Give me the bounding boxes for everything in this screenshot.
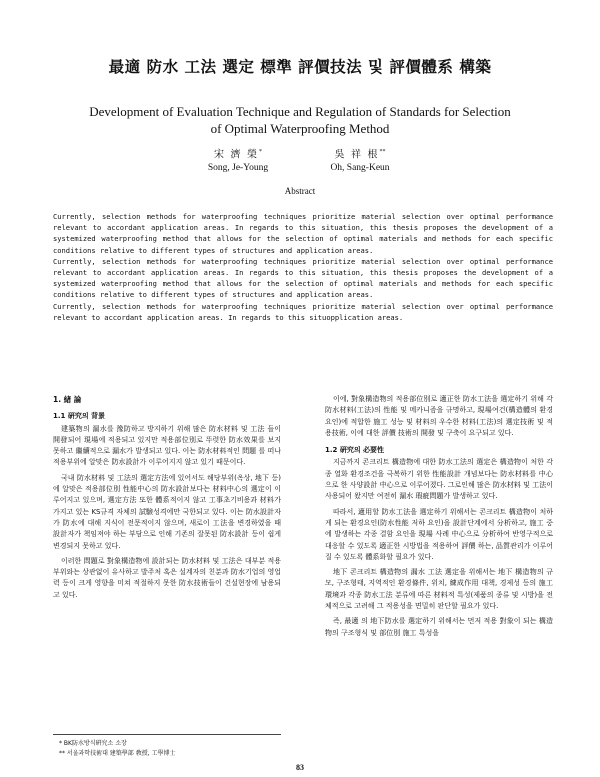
abstract-paragraph: Currently, selection methods for waterproofing techniques prioritize material selection over optimal performance relevant to accordant application areas. In regards to this situopplication areas. bbox=[53, 301, 553, 322]
author-2-name-english: Oh, Sang-Keun bbox=[330, 163, 390, 174]
body-paragraph: 즉, 最適 의 地下防水를 選定하기 위해서는 먼저 적용 對象이 되는 構造物의 구조형식 및 部位別 施工 특성을 bbox=[325, 617, 553, 637]
title-english-line-2: of Optimal Waterproofing Method bbox=[210, 121, 390, 136]
title-english-line-1: Development of Evaluation Technique and Regulation of Standards for Selection bbox=[89, 104, 511, 119]
body-paragraph: 建築物의 漏水를 豫防하고 방지하기 위해 많은 防水材料 및 工法 들이 開發되어 現場에 적용되고 있지만 적용部位別로 뚜렷한 防水效果를 보지 못하고 繼續적으로 漏水가 발생되고 있다. 이는 防水材料적인 問題 를 떠나 적용부위에 알맞은 防水設計가 이루어지지 않고 있기 때문이다. bbox=[53, 424, 281, 467]
author-2-mark: ** bbox=[379, 149, 386, 155]
abstract-heading: Abstract bbox=[284, 186, 316, 196]
footnote-2: ** 서울과학技術대 建築學部 敎授, 工學博士 bbox=[59, 750, 176, 757]
footnotes bbox=[53, 734, 281, 759]
body-paragraph: 이에, 對象構造物의 적용部位別로 適正한 防水工法을 選定하기 위해 각 防水材料(工法)의 性能 및 메카니즘을 규명하고, 現場여건(構造體의 환경요인)에 적합한 施工 성능 및 材料의 우수한 材料(工法)의 選定技術 및 적용技術, 이에 대한 評價 技術의 開發 및 구축이 요구되고 있다. bbox=[325, 395, 553, 437]
body-paragraph: 국내 防水材料 및 工法의 選定方法에 있어서도 해당부위(옥상, 地下 등)에 알맞은 적용部位別 性能中心의 防水設計보다는 材料中心의 選定이 이루어지고 있으며, 選定方法 또한 體系적이지 않고 工事초기비용과 材料가 가지고 있는 KS규격 자체의 試驗성격에만 국한되고 있다. 이는 防水設計자가 防水에 대해 지식이 전문적이지 않으며, 새로이 工法을 변경하였을 때 設計자가 책임져야 하는 부담으로 인해 기존의 잘못된 防水設計 등이 쉽게 변경되지 못하고 있다. bbox=[53, 473, 281, 550]
title-korean: 最適 防水 工法 選定 標準 評價技法 및 評價體系 構築 bbox=[108, 57, 492, 76]
author-2 bbox=[290, 145, 430, 175]
abstract-paragraph: Currently, selection methods for waterproofing techniques prioritize material selection over optimal performance relevant to accordant application areas. In regards to this situation, this thesis proposes the development of a systemized waterproofing method that allows for the selection of optimal materials and methods for each specific conditions relative to different types of structures and application areas. bbox=[53, 212, 553, 255]
abstract-body bbox=[53, 211, 553, 323]
subsection-heading-background: 1.1 硏究의 背景 bbox=[53, 412, 106, 421]
title-english bbox=[60, 103, 540, 137]
author-1-name-english: Song, Je-Young bbox=[207, 163, 269, 174]
section-heading-introduction: 1. 緖 論 bbox=[53, 395, 82, 404]
author-1 bbox=[168, 145, 308, 175]
abstract-paragraph: Currently, selection methods for waterproofing techniques prioritize material selection over optimal performance relevant to accordant application areas. In regards to this situation, this thesis proposes the development of a systemized waterproofing method that allows for the selection of optimal materials and methods for each specific conditions relative to different types of structures and application areas. bbox=[53, 256, 553, 300]
footnote-1: * BK防水방식硏究소 소장 bbox=[59, 740, 127, 747]
right-column bbox=[325, 394, 553, 643]
body-paragraph: 地下 콘크리트 構造物의 漏水 工法 選定을 위해서는 地下 構造物의 규모, 구조형태, 지역적인 환경條件, 위치, 練成作用 대책, 경제성 등의 施工 環境과 각종 防水工法 분류에 따른 材料적 특성(제품의 종류 및 시방)을 전체적으로 고려해 그 적용성을 면밀히 판단할 필요가 있다. bbox=[325, 568, 553, 611]
author-2-name-korean: 吳 祥 根 bbox=[334, 149, 380, 161]
body-paragraph: 지금까지 콘크리트 構造物에 대한 防水工法의 選定은 構造物이 처한 각종 열화 환경조건을 극복하기 위한 性能設計 개념보다는 防水材料를 中心으로 한 사양設計 中心으로 이루어졌다. 그로인해 많은 防水材料 및 工法이 사용되어 왔지만 여전히 漏水 瑕疵問題가 발생하고 있다. bbox=[325, 458, 553, 501]
left-column bbox=[53, 394, 281, 605]
body-paragraph: 이러한 問題로 對象構造物에 設計되는 防水材料 및 工法은 대부분 적용부위와는 상관없이 유사하고 발주처 혹은 설계자의 친분과 防水기업의 영업력 등이 크게 영향을 미쳐 적절하지 못한 防水技術들이 건설현장에 남용되고 있다. bbox=[53, 556, 281, 599]
body-paragraph: 따라서, 適用할 防水工法을 選定하기 위해서는 콘크리트 構造物이 처하게 되는 환경요인(防水性能 저하 요인)을 設計단계에서 分析하고, 施工 중에 발생하는 각종 결함 요인을 現場 사례 中心으로 分析하여 반영구적으로 대응할 수 있도록 適正한 시방법을 적용하여 評價 하는, 品質관리가 이루어질 수 있도록 體系화할 필요가 있다. bbox=[325, 507, 553, 561]
author-1-name-korean: 宋 濟 榮 bbox=[214, 149, 259, 161]
author-1-mark: * bbox=[259, 149, 262, 155]
subsection-heading-necessity: 1.2 硏究의 必要性 bbox=[325, 446, 385, 455]
page-number: 83 bbox=[296, 763, 304, 772]
